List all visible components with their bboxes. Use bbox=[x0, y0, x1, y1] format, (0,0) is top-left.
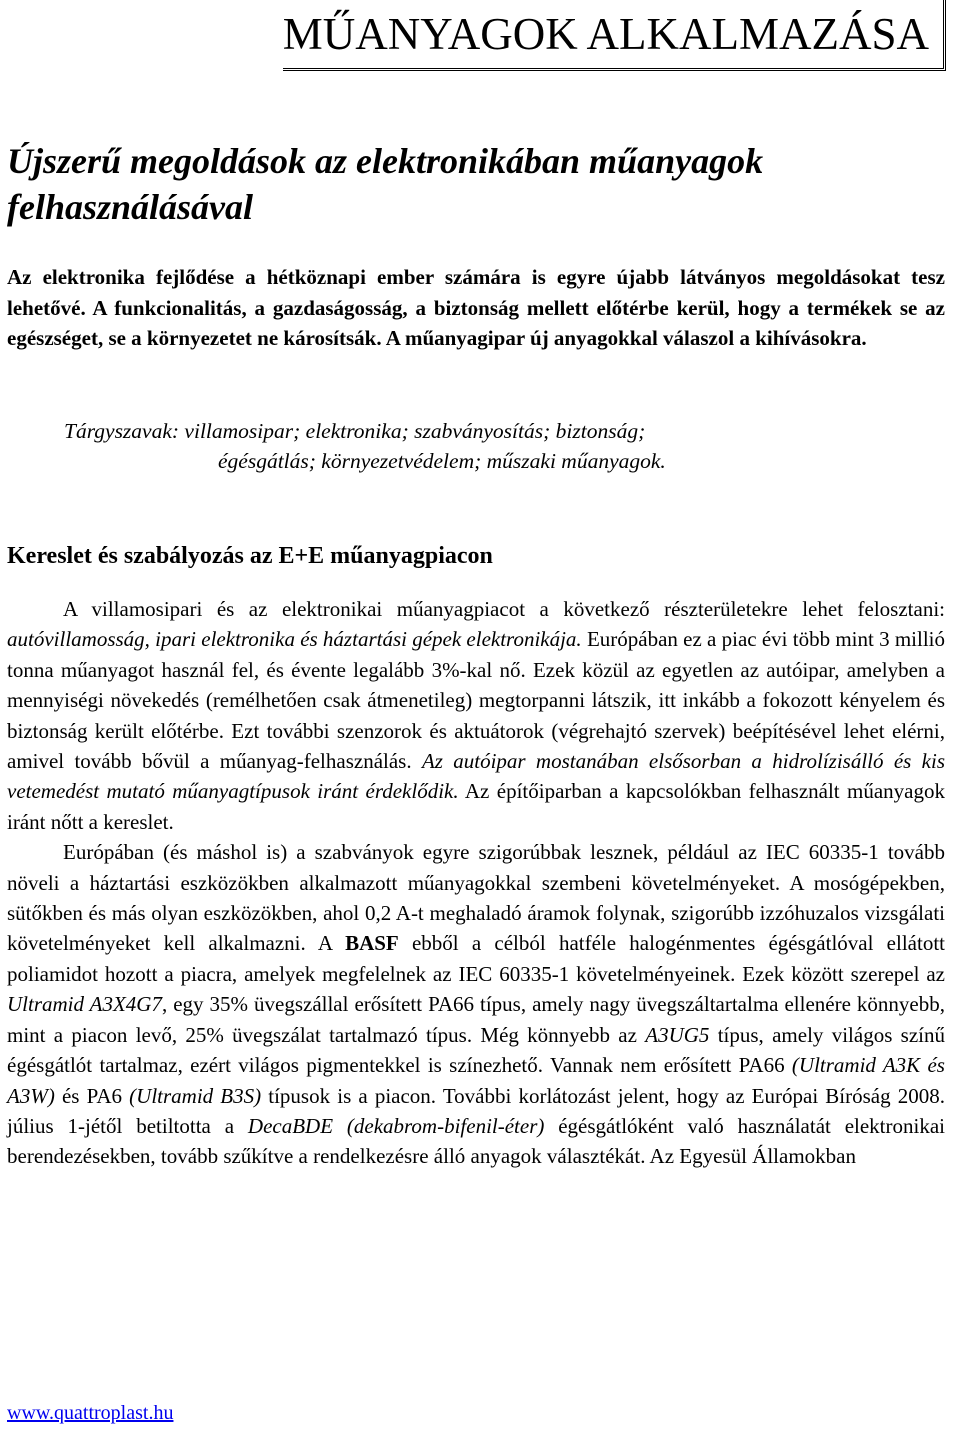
italic-run: (Ultramid A3K és A3W) bbox=[7, 1053, 945, 1108]
italic-run: Ultramid A3X4G7 bbox=[7, 992, 162, 1017]
article-lead: Az elektronika fejlődése a hétköznapi ember számára is egyre újabb látványos megoldásokat tesz lehetővé. A funkcionalitás, a gazdaságosság, a biztonság mellett előtérbe kerül, hogy a termékek se az egészséget, se a környezetet ne károsítsák. A műanyagipar új anyagokkal válaszol a kihívásokra. bbox=[7, 265, 945, 350]
text-run: Az építőiparban a kapcsolókban felhasznált műanyagok iránt nőtt a kereslet. bbox=[7, 779, 946, 834]
text-run: típusok is a piacon. További korlátozást jelent, hogy az Európai Bíróság 2008. július 1-jétől betiltotta a bbox=[7, 1083, 945, 1138]
page-header bbox=[283, 0, 946, 71]
italic-run: autóvillamosság, ipari elektronika és háztartási gépek elektronikája. bbox=[7, 627, 582, 652]
paragraph-2 bbox=[7, 837, 945, 1171]
text-run: és PA6 bbox=[54, 1083, 130, 1108]
text-run: típus, amely világos színű égésgátlót tartalmaz, ezért világos pigmentekkel is színezhető. Vannak nem erősített PA66 bbox=[7, 1022, 945, 1078]
text-run: , egy 35% üvegszállal erősített PA66 típus, amely nagy üvegszáltartalma ellenére könnyebb, mint a piacon levő, 25% üvegszálat tartalmazó típus. Még könnyebb az bbox=[7, 992, 945, 1047]
body-text bbox=[7, 594, 945, 1172]
italic-run: (Ultramid B3S) bbox=[129, 1083, 262, 1108]
footer-website-link[interactable]: www.quattroplast.hu bbox=[7, 1402, 174, 1424]
text-run: Európában (és máshol is) a szabványok egyre szigorúbbak lesznek, például az IEC 60335-1 tovább növeli a háztartási eszközökben alkalmazott műanyagokkal szembeni követelményeket. A mosógépekben, sütőkben és más olyan eszközökben, ahol 0,2 A-t meghaladó áramok folynak, szigorúbb izzóhuzalos vizsgálati követelményeket kell alkalmazni. A bbox=[7, 840, 945, 956]
italic-run: Az autóipar mostanában elsősorban a hidrolízisálló és kis vetemedést mutató műanyagtípusok iránt érdeklődik. bbox=[7, 749, 945, 804]
section-heading: Kereslet és szabályozás az E+E műanyagpiacon bbox=[7, 543, 493, 569]
text-run: Európában ez a piac évi több mint 3 millió tonna műanyagot használ fel, és évente legalább 3%-kal nő. Ezek közül az egyetlen az autóipar, amelyben a mennyiségi növekedés (remélhetően csak átmenetileg) megtorpanni látszik, itt inkább a fokozott kényelem és biztonság került előtérbe. Ezt további szenzorok és aktuátorok (végrehajtó szervek) beépítésével lehet elérni, amivel tovább bővül a műanyag-felhasználás. bbox=[7, 627, 946, 774]
keywords bbox=[64, 416, 924, 476]
italic-run: DecaBDE (dekabrom-bifenil-éter) bbox=[247, 1113, 545, 1138]
bold-run: BASF bbox=[345, 931, 399, 956]
keywords-line-2: égésgátlás; környezetvédelem; műszaki műanyagok. bbox=[218, 449, 666, 473]
article-title: Újszerű megoldások az elektronikában műanyagok felhasználásával bbox=[7, 141, 764, 227]
text-run: ebből a célból hatféle halogénmentes égésgátlóval ellátott poliamidot hozott a piacra, amelyek megfelelnek az IEC 60335-1 követelményeinek. Ezek között szerepel az bbox=[7, 931, 945, 986]
keywords-line-1: Tárgyszavak: villamosipar; elektronika; szabványosítás; biztonság; bbox=[64, 419, 646, 443]
italic-run: A3UG5 bbox=[645, 1022, 710, 1047]
text-run: égésgátlóként való használatát elektronikai berendezésekben, tovább szűkítve a rendelkezésre álló anyagok választékát. Az Egyesül Államokban bbox=[7, 1113, 945, 1169]
paragraph-1 bbox=[7, 594, 945, 837]
header-title: MŰANYAGOK ALKALMAZÁSA bbox=[282, 9, 929, 59]
text-run: A villamosipari és az elektronikai műanyagpiacot a következő részterületekre lehet felosztani: bbox=[63, 597, 945, 621]
